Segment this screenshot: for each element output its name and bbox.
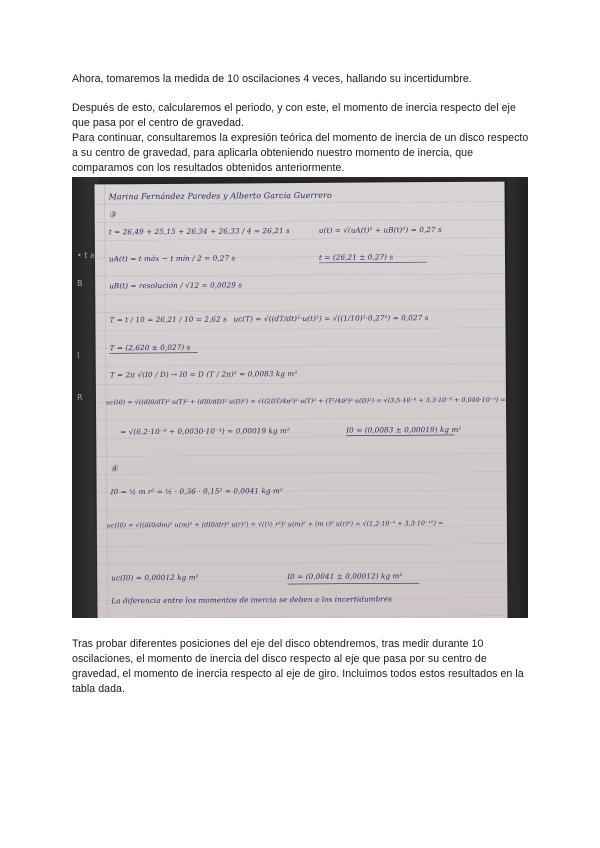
screen-mark-1: • t a [77,251,95,260]
eq-inertia-result: I0 = (0,0083 ± 0,00019) kg m² [346,424,462,435]
eq-period: T = t / 10 = 26,21 / 10 = 2,62 s [109,314,227,325]
eq-inertia-theoretical-uncertainty: uc(I0) = √((dI0/dm)² u(m)² + (dI0/dr)² u(r)²) = √((½ r²)² u(m)² + (m r)² u(r)²) = √(1,2·10⁻⁸ + 3,3·10⁻¹⁰) = [106,520,444,530]
eq-ub: uB(t) = resolución / √12 = 0,0029 s [109,280,243,291]
notebook-sheet [94,182,507,618]
intro-paragraph-period: Después de esto, calcularemos el periodo, y con este, el momento de inercia respecto del eje que pasa por el centro de gravedad. [72,102,516,129]
screen-mark-4: R [77,393,83,402]
eq-period-result: T = (2,620 ± 0,027) s [109,342,191,353]
eq-ua: uA(t) = t máx − t mín / 2 = 0,27 s [108,253,236,264]
eq-inertia-experimental: T = 2π √(I0 / D) → I0 = D (T / 2π)² = 0,0083 kg m² [109,369,298,380]
eq-ut: u(t) = √(uA(t)² + uB(t)²) = 0,27 s [318,225,442,235]
screen-mark-3: I [77,351,80,360]
intro-paragraph-measurement: Ahora, tomaremos la medida de 10 oscilaciones 4 veces, hallando su incertidumbre. [72,73,472,85]
screen-mark-2: B [77,279,83,288]
notes-conclusion: La diferencia entre los momentos de inercia se deben a los incertidumbres [111,594,392,606]
eq-period-uncertainty: uc(T) = √((dT/dt)²·u(t)²) = √((1/10)²·0,27²) = 0,027 s [233,313,429,324]
eq-theoretical-result: I0 = (0,0041 ± 0,00012) kg m² [287,571,403,582]
eq-t-result: t = (26,21 ± 0,27) s [318,252,394,262]
intro-paragraph-theory: Para continuar, consultaremos la expresión teórica del momento de inercia de un disco respecto a su centro de gravedad, para aplicarla obteniendo nuestro momento de inercia, que comparamos con los resultados obtenidos anteriormente. [72,132,529,174]
handwritten-notes-photo [72,177,528,618]
eq-t-mean: t = 26,49 + 25,15 + 26,34 + 26,33 / 4 = 26,21 s [108,226,290,237]
eq-inertia-theoretical: I0 = ½ m r² = ½ · 0,36 · 0,15² = 0,0041 kg m² [110,486,283,497]
desk-background-right [508,177,528,618]
eq-inertia-uncertainty-cont: = √(6,2·10⁻⁸ + 0,0030·10⁻⁴) = 0,00019 kg m² [120,426,290,437]
eq-inertia-uncertainty: uc(I0) = √((dI0/dT)² u(T)² + (dI0/dD)² u(D)²) = √((2DT/4π²)² u(T)² + (T²/4π²)² u(D)²) = √(3,5·10⁻⁶ + 3,3·10⁻⁹ + 0,040·10⁻⁵) = [105,396,506,407]
notes-header: Marina Fernández Paredes y Alberto García Guerrero [108,190,332,202]
results-paragraph: Tras probar diferentes posiciones del eje del disco obtendremos, tras medir durante 10 oscilaciones, el momento de inercia del disco respecto al eje que pasa por su centro de gravedad, el momento de inercia respecto al eje de giro. Incluimos todos estos resultados en la tabla dada. [72,638,524,695]
eq-theoretical-uncertainty-result: uc(I0) = 0,00012 kg m² [111,572,199,583]
notes-section-4: ④ [110,464,118,474]
notes-section-3: ③ [108,210,117,220]
